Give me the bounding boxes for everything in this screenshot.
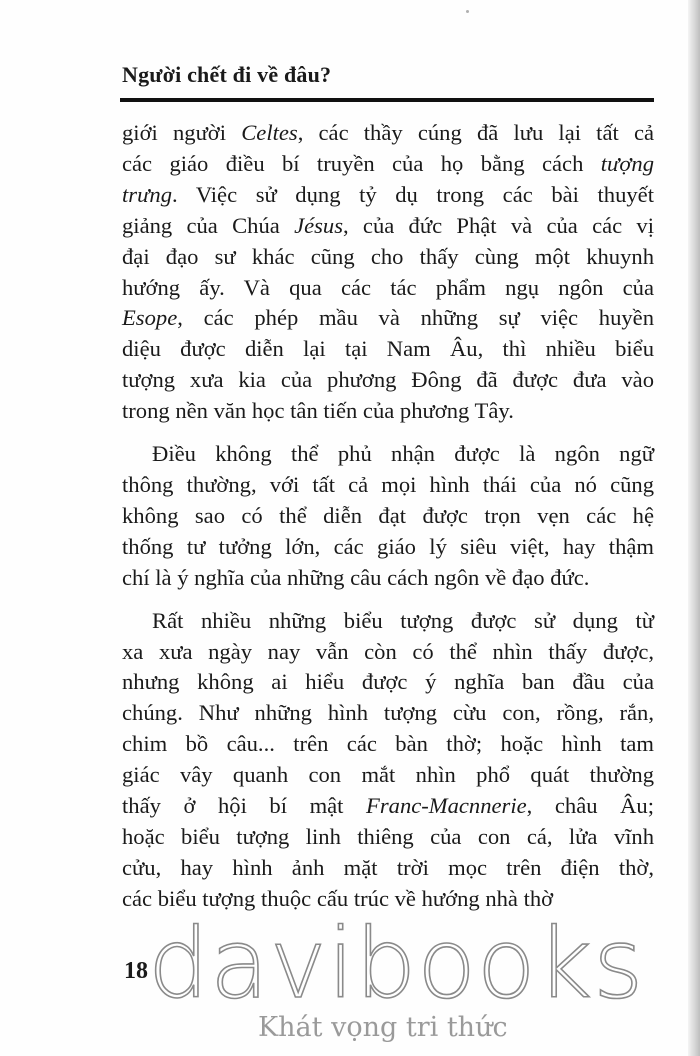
body-text	[122, 118, 654, 915]
text-line	[122, 791, 654, 822]
text-run: các giáo điều bí truyền của họ bằng cách	[122, 150, 601, 176]
text-run: giới người	[122, 120, 242, 145]
text-line	[122, 667, 654, 698]
text-run: giảng của Chúa	[122, 212, 295, 238]
header-rule	[120, 98, 654, 102]
text-run: Rất nhiều những biểu tượng được sử dụng từ	[152, 607, 654, 633]
watermark-slogan: Khát vọng tri thức	[258, 1012, 508, 1043]
italic-term: Jésus	[294, 212, 344, 238]
text-line	[122, 606, 654, 637]
text-line	[122, 698, 654, 729]
text-run: đại đạo sư khác cũng cho thấy cùng một khuynh	[122, 243, 654, 269]
paragraph	[122, 439, 654, 594]
text-run: các biểu tượng thuộc cấu trúc về hướng nhà thờ	[122, 885, 554, 911]
text-line	[122, 760, 654, 791]
text-run: không sao có thể diễn đạt được trọn vẹn các hệ	[122, 502, 654, 528]
italic-term: Celtes	[241, 120, 298, 145]
text-run: chúng. Như những hình tượng cừu con, rồng, rắn,	[122, 700, 654, 726]
text-run: giác vây quanh con mắt nhìn phổ quát thường	[122, 762, 654, 788]
text-run: thông thường, với tất cả mọi hình thái của nó cũng	[122, 471, 654, 497]
text-run: , của đức Phật và của các vị	[343, 212, 654, 238]
text-run: Điều không thể phủ nhận được là ngôn ngữ	[152, 441, 654, 467]
text-run: chim bồ câu... trên các bàn thờ; hoặc hình tam	[122, 731, 654, 757]
text-run: hướng ấy. Và qua các tác phẩm ngụ ngôn của	[122, 274, 654, 300]
italic-term: tượng	[600, 150, 654, 176]
text-line	[122, 563, 654, 594]
text-line	[122, 439, 654, 470]
watermark-brand: davibooks	[148, 908, 645, 1020]
text-line	[122, 211, 654, 242]
text-line	[122, 532, 654, 563]
text-line	[122, 470, 654, 501]
text-run: , các phép mầu và những sự việc huyền	[177, 305, 654, 331]
text-line	[122, 637, 654, 668]
text-run: diệu được diễn lại tại Nam Âu, thì nhiều biểu	[122, 336, 654, 362]
text-line	[122, 853, 654, 884]
text-run: thấy ở hội bí mật	[122, 793, 367, 819]
text-run: , châu Âu;	[526, 793, 654, 819]
italic-term: Franc-Macnnerie	[366, 793, 527, 819]
text-line	[122, 729, 654, 760]
text-line	[122, 242, 654, 273]
text-line	[122, 149, 654, 180]
running-title: Người chết đi về đâu?	[122, 62, 332, 87]
paragraph	[122, 606, 654, 915]
text-line	[122, 180, 654, 211]
text-run: cửu, hay hình ảnh mặt trời mọc trên điện thờ,	[122, 854, 654, 880]
text-line	[122, 501, 654, 532]
italic-term: trưng	[122, 181, 172, 207]
page-edge-shadow	[688, 0, 700, 1056]
text-run: thống tư tưởng lớn, các giáo lý siêu việt, hay thậm	[122, 533, 654, 559]
text-run: hoặc biểu tượng linh thiêng của con cá, lửa vĩnh	[122, 823, 654, 849]
paper-speck	[466, 10, 469, 13]
text-run: xa xưa ngày nay vẫn còn có thể nhìn thấy được,	[122, 638, 654, 664]
paragraph	[122, 118, 654, 427]
text-run: , các thầy cúng đã lưu lại tất cả	[297, 120, 654, 145]
text-run: tượng xưa kia của phương Đông đã được đưa vào	[122, 367, 654, 393]
page-number: 18	[124, 958, 148, 984]
text-run: . Việc sử dụng tỷ dụ trong các bài thuyết	[172, 181, 654, 207]
text-run: trong nền văn học tân tiến của phương Tây.	[122, 398, 514, 424]
text-run: chí là ý nghĩa của những câu cách ngôn về đạo đức.	[122, 564, 590, 590]
text-line	[122, 822, 654, 853]
text-line	[122, 303, 654, 334]
text-line	[122, 118, 654, 149]
text-run: nhưng không ai hiểu được ý nghĩa ban đầu của	[122, 669, 654, 695]
italic-term: Esope	[122, 305, 178, 331]
text-line	[122, 334, 654, 365]
text-line	[122, 396, 654, 427]
text-line	[122, 273, 654, 304]
text-line	[122, 365, 654, 396]
